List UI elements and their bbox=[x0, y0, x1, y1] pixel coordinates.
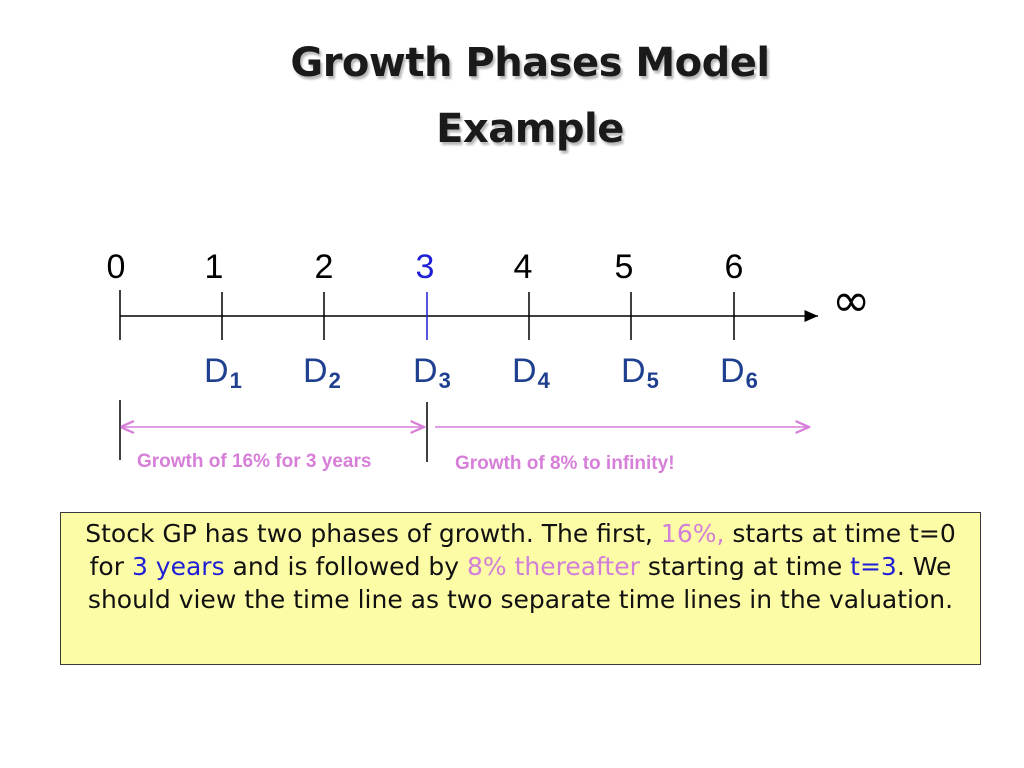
dividend-subscript: 1 bbox=[229, 368, 242, 393]
title-line-2: Example bbox=[436, 106, 624, 152]
period-label-4: 4 bbox=[513, 248, 533, 286]
dividend-label-d4 bbox=[512, 352, 550, 394]
note-text: starts at time t=0 for bbox=[89, 519, 956, 581]
dividend-subscript: 3 bbox=[438, 368, 451, 393]
note-rate-phase1: 16%, bbox=[660, 519, 725, 548]
period-label-1: 1 bbox=[204, 248, 224, 286]
dividend-letter: D bbox=[621, 352, 646, 390]
period-label-6: 6 bbox=[724, 248, 744, 286]
note-text: . We should view the time line as two separate time lines in the valuation. bbox=[87, 552, 954, 614]
dividend-letter: D bbox=[413, 352, 438, 390]
period-label-2: 2 bbox=[314, 248, 334, 286]
note-text: and is followed by bbox=[224, 552, 467, 581]
dividend-letter: D bbox=[204, 352, 229, 390]
period-label-0: 0 bbox=[106, 248, 126, 286]
note-split-time: t=3 bbox=[850, 552, 897, 581]
explanation-note bbox=[60, 512, 981, 665]
dividend-label-d2 bbox=[303, 352, 341, 394]
dividend-label-d5 bbox=[621, 352, 659, 394]
infinity-symbol: ∞ bbox=[832, 273, 871, 327]
dividend-subscript: 2 bbox=[328, 368, 341, 393]
period-label-5: 5 bbox=[614, 248, 634, 286]
note-text: starting at time bbox=[639, 552, 851, 581]
dividend-subscript: 4 bbox=[537, 368, 550, 393]
note-text: Stock GP has two phases of growth. The first, bbox=[85, 519, 661, 548]
dividend-label-d6 bbox=[720, 352, 758, 394]
title-line-1: Growth Phases Model bbox=[290, 40, 770, 86]
dividend-letter: D bbox=[303, 352, 328, 390]
period-label-3: 3 bbox=[415, 248, 435, 286]
note-rate-phase2: 8% thereafter bbox=[467, 552, 640, 581]
dividend-label-d3 bbox=[413, 352, 451, 394]
note-duration: 3 years bbox=[131, 552, 225, 581]
dividend-letter: D bbox=[512, 352, 537, 390]
dividend-label-d1 bbox=[204, 352, 242, 394]
dividend-subscript: 5 bbox=[646, 368, 659, 393]
phase2-label: Growth of 8% to infinity! bbox=[455, 453, 675, 474]
dividend-subscript: 6 bbox=[745, 368, 758, 393]
dividend-letter: D bbox=[720, 352, 745, 390]
phase1-label: Growth of 16% for 3 years bbox=[137, 451, 372, 472]
